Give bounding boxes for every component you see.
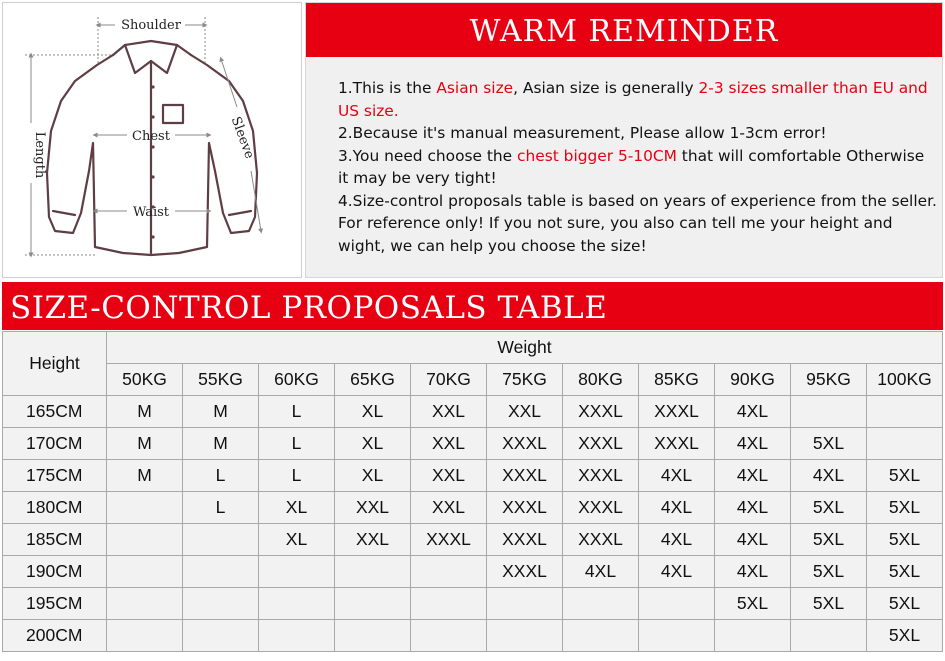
size-cell xyxy=(107,620,183,652)
shoulder-label: Shoulder xyxy=(121,18,181,33)
size-cell: 5XL xyxy=(867,524,943,556)
size-cell: XXXL xyxy=(487,460,563,492)
size-cell: L xyxy=(259,428,335,460)
size-cell xyxy=(107,556,183,588)
size-cell: XXXL xyxy=(563,524,639,556)
size-cell: XXXL xyxy=(563,460,639,492)
size-cell: XXL xyxy=(411,460,487,492)
height-cell: 180CM xyxy=(3,492,107,524)
height-cell: 190CM xyxy=(3,556,107,588)
size-cell: L xyxy=(259,396,335,428)
size-cell xyxy=(639,620,715,652)
size-cell: XXXL xyxy=(411,524,487,556)
reminder-header-bar xyxy=(306,3,942,57)
size-cell xyxy=(335,588,411,620)
size-cell: XL xyxy=(335,396,411,428)
size-cell xyxy=(107,588,183,620)
weight-header-cell: 60KG xyxy=(259,364,335,396)
table-row xyxy=(3,524,943,556)
size-cell: XXXL xyxy=(487,492,563,524)
size-cell xyxy=(183,524,259,556)
size-cell xyxy=(487,588,563,620)
size-cell: XL xyxy=(335,460,411,492)
sleeve-label: Sleeve xyxy=(227,114,257,161)
weight-header-cell: 85KG xyxy=(639,364,715,396)
reminder-note-4: 4.Size-control proposals table is based on years of experience from the seller. For reference only! If you not sure, you also can tell me your height and wight, we can help you choose the size! xyxy=(338,191,937,255)
weight-values-row xyxy=(3,364,943,396)
weight-header-cell: 80KG xyxy=(563,364,639,396)
size-cell: 5XL xyxy=(867,588,943,620)
reminder-title: WARM REMINDER xyxy=(469,14,779,49)
size-cell xyxy=(867,428,943,460)
table-header-row xyxy=(3,332,943,364)
size-cell: XXL xyxy=(411,428,487,460)
size-cell: M xyxy=(107,460,183,492)
size-cell: 5XL xyxy=(791,588,867,620)
size-cell: M xyxy=(183,428,259,460)
size-cell: 5XL xyxy=(791,492,867,524)
chest-bigger-highlight: chest bigger 5-10CM xyxy=(517,146,677,165)
size-cell: 5XL xyxy=(867,460,943,492)
size-cell xyxy=(183,620,259,652)
table-row xyxy=(3,396,943,428)
weight-header-cell: 50KG xyxy=(107,364,183,396)
size-cell xyxy=(259,556,335,588)
table-row xyxy=(3,588,943,620)
shirt-measurement-diagram xyxy=(2,2,302,278)
table-row xyxy=(3,620,943,652)
size-cell: XXXL xyxy=(563,492,639,524)
size-cell xyxy=(411,588,487,620)
size-cell: 5XL xyxy=(867,492,943,524)
size-cell xyxy=(411,620,487,652)
size-cell: XXXL xyxy=(487,556,563,588)
height-cell: 185CM xyxy=(3,524,107,556)
size-cell: 5XL xyxy=(791,524,867,556)
size-cell: 5XL xyxy=(791,556,867,588)
shirt-outline-illustration xyxy=(3,3,301,277)
size-cell xyxy=(563,588,639,620)
size-cell: 4XL xyxy=(639,460,715,492)
size-cell xyxy=(335,556,411,588)
top-section xyxy=(0,0,945,280)
size-cell xyxy=(183,556,259,588)
size-cell: XXXL xyxy=(639,428,715,460)
size-cell: XXXL xyxy=(639,396,715,428)
size-cell: XL xyxy=(259,524,335,556)
size-cell: 4XL xyxy=(639,556,715,588)
size-cell: 5XL xyxy=(791,428,867,460)
size-cell xyxy=(715,620,791,652)
height-cell: 175CM xyxy=(3,460,107,492)
size-cell: XXXL xyxy=(563,428,639,460)
length-label: Length xyxy=(32,131,47,179)
size-cell: 4XL xyxy=(715,428,791,460)
size-cell: XXL xyxy=(335,492,411,524)
height-cell: 165CM xyxy=(3,396,107,428)
size-cell: L xyxy=(183,492,259,524)
size-cell: L xyxy=(259,460,335,492)
size-cell: 4XL xyxy=(715,524,791,556)
weight-header-cell: 75KG xyxy=(487,364,563,396)
size-cell: 4XL xyxy=(639,492,715,524)
weight-header-cell: 90KG xyxy=(715,364,791,396)
size-cell xyxy=(487,620,563,652)
size-cell: XXL xyxy=(411,492,487,524)
table-row xyxy=(3,492,943,524)
size-cell: XXXL xyxy=(563,396,639,428)
size-cell xyxy=(107,492,183,524)
weight-header-cell: 100KG xyxy=(867,364,943,396)
size-cell xyxy=(639,588,715,620)
size-cell xyxy=(791,620,867,652)
height-cell: 170CM xyxy=(3,428,107,460)
size-cell: M xyxy=(107,396,183,428)
table-row xyxy=(3,460,943,492)
table-row xyxy=(3,428,943,460)
reminder-note-2: 2.Because it's manual measurement, Please allow 1-3cm error! xyxy=(338,124,827,142)
size-cell: 4XL xyxy=(715,492,791,524)
weight-header-cell: 70KG xyxy=(411,364,487,396)
reminder-note-3: 3.You need choose the chest bigger 5-10CM that will comfortable Otherwise it may be very tight! xyxy=(338,146,925,187)
height-cell: 195CM xyxy=(3,588,107,620)
size-cell: M xyxy=(107,428,183,460)
size-cell: XXXL xyxy=(487,428,563,460)
size-table-title: SIZE-CONTROL PROPOSALS TABLE xyxy=(10,290,608,326)
size-cell xyxy=(867,396,943,428)
size-cell: 4XL xyxy=(715,460,791,492)
warm-reminder-panel xyxy=(305,2,943,278)
size-control-table xyxy=(2,331,943,652)
reminder-note-1: 1.This is the Asian size, Asian size is generally 2-3 sizes smaller than EU and US size. xyxy=(338,79,928,120)
size-cell: 5XL xyxy=(867,620,943,652)
height-cell: 200CM xyxy=(3,620,107,652)
weight-header-cell: 65KG xyxy=(335,364,411,396)
asian-size-highlight: Asian size xyxy=(436,79,514,97)
size-cell xyxy=(259,620,335,652)
size-cell: M xyxy=(183,396,259,428)
size-cell xyxy=(791,396,867,428)
size-cell: 5XL xyxy=(867,556,943,588)
size-cell: 4XL xyxy=(715,396,791,428)
size-cell xyxy=(107,524,183,556)
weight-column-header: Weight xyxy=(107,332,943,364)
size-cell: 4XL xyxy=(715,556,791,588)
size-cell: XL xyxy=(335,428,411,460)
size-cell: 5XL xyxy=(715,588,791,620)
size-cell: XXL xyxy=(411,396,487,428)
size-cell: 4XL xyxy=(563,556,639,588)
reminder-notes xyxy=(338,77,938,257)
size-cell xyxy=(563,620,639,652)
table-row xyxy=(3,556,943,588)
chest-label: Chest xyxy=(132,129,170,144)
height-column-header: Height xyxy=(3,332,107,396)
size-cell xyxy=(411,556,487,588)
size-cell xyxy=(335,620,411,652)
size-cell xyxy=(183,588,259,620)
size-cell: L xyxy=(183,460,259,492)
size-cell xyxy=(259,588,335,620)
size-cell: 4XL xyxy=(791,460,867,492)
waist-label: Waist xyxy=(132,205,170,220)
weight-header-cell: 95KG xyxy=(791,364,867,396)
size-cell: XL xyxy=(259,492,335,524)
size-cell: XXL xyxy=(487,396,563,428)
size-table-banner xyxy=(2,282,943,330)
size-difference-highlight: 2-3 sizes smaller than EU and US size. xyxy=(338,79,928,120)
size-cell: XXL xyxy=(335,524,411,556)
weight-header-cell: 55KG xyxy=(183,364,259,396)
size-cell: 4XL xyxy=(639,524,715,556)
size-cell: XXXL xyxy=(487,524,563,556)
